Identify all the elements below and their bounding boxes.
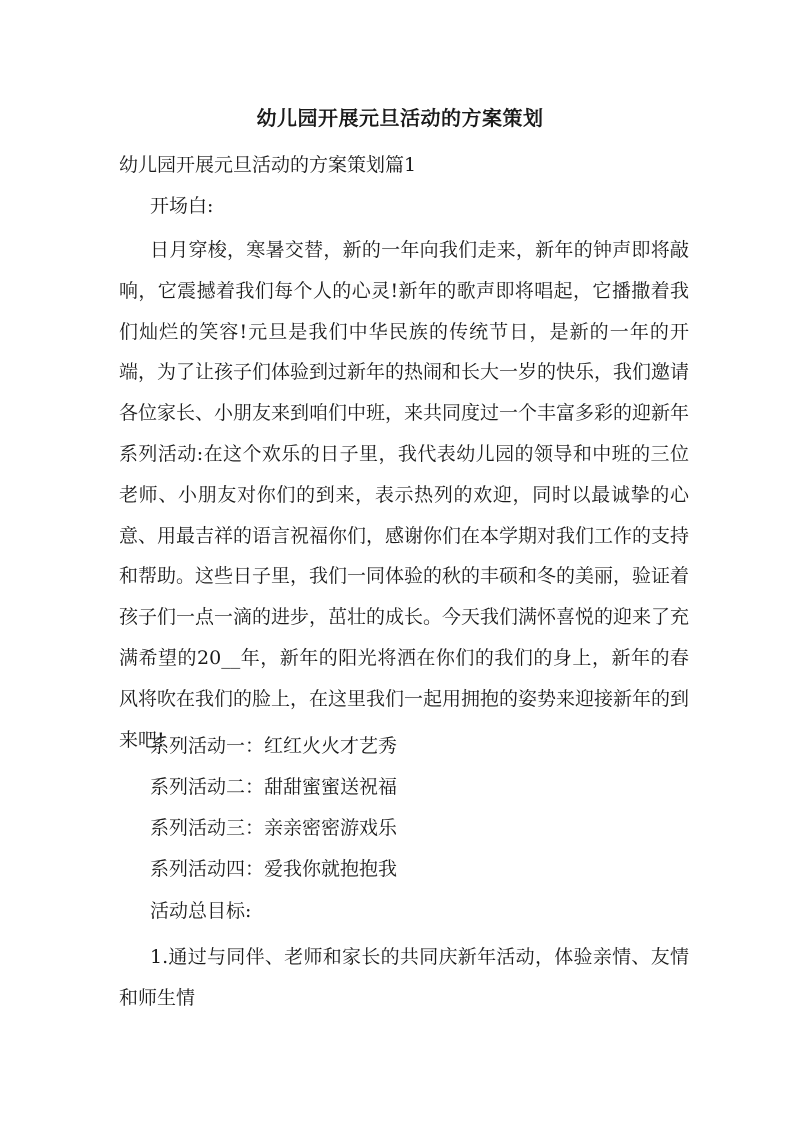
activity-item: 系列活动三：亲亲密密游戏乐 xyxy=(150,817,398,839)
activity-item: 系列活动一：红红火火才艺秀 xyxy=(150,735,398,757)
activity-list xyxy=(150,732,397,896)
document-title: 幼儿园开展元旦活动的方案策划 xyxy=(256,106,544,130)
activity-item: 系列活动四：爱我你就抱抱我 xyxy=(150,858,398,880)
goals-label: 活动总目标: xyxy=(150,900,252,922)
section-heading: 幼儿园开展元旦活动的方案策划篇1 xyxy=(119,154,417,176)
opening-label: 开场白: xyxy=(150,195,214,217)
activity-item: 系列活动二：甜甜蜜蜜送祝福 xyxy=(150,776,398,798)
goal-item: 1.通过与同伴、老师和家长的共同庆新年活动，体验亲情、友情和师生情 xyxy=(119,946,689,1009)
opening-paragraph: 日月穿梭，寒暑交替，新的一年向我们走来，新年的钟声即将敲响，它震撼着我们每个人的心灵!新年的歌声即将唱起，它播撒着我们灿烂的笑容!元旦是我们中华民族的传统节日，是新的一年的开端，为了让孩子们体验到过新年的热闹和长大一岁的快乐，我们邀请各位家长、小朋友来到咱们中班，来共同度过一个丰富多彩的迎新年系列活动:在这个欢乐的日子里，我代表幼儿园的领导和中班的三位老师、小朋友对你们的到来，表示热列的欢迎，同时以最诚挚的心意、用最吉祥的语言祝福你们，感谢你们在本学期对我们工作的支持和帮助。这些日子里，我们一同体验的秋的丰硕和冬的美丽，验证着孩子们一点一滴的进步，茁壮的成长。今天我们满怀喜悦的迎来了充满希望的20__年，新年的阳光将洒在你们的我们的身上，新年的春风将吹在我们的脸上，在这里我们一起用拥抱的姿势来迎接新年的到来吧! xyxy=(119,239,690,751)
